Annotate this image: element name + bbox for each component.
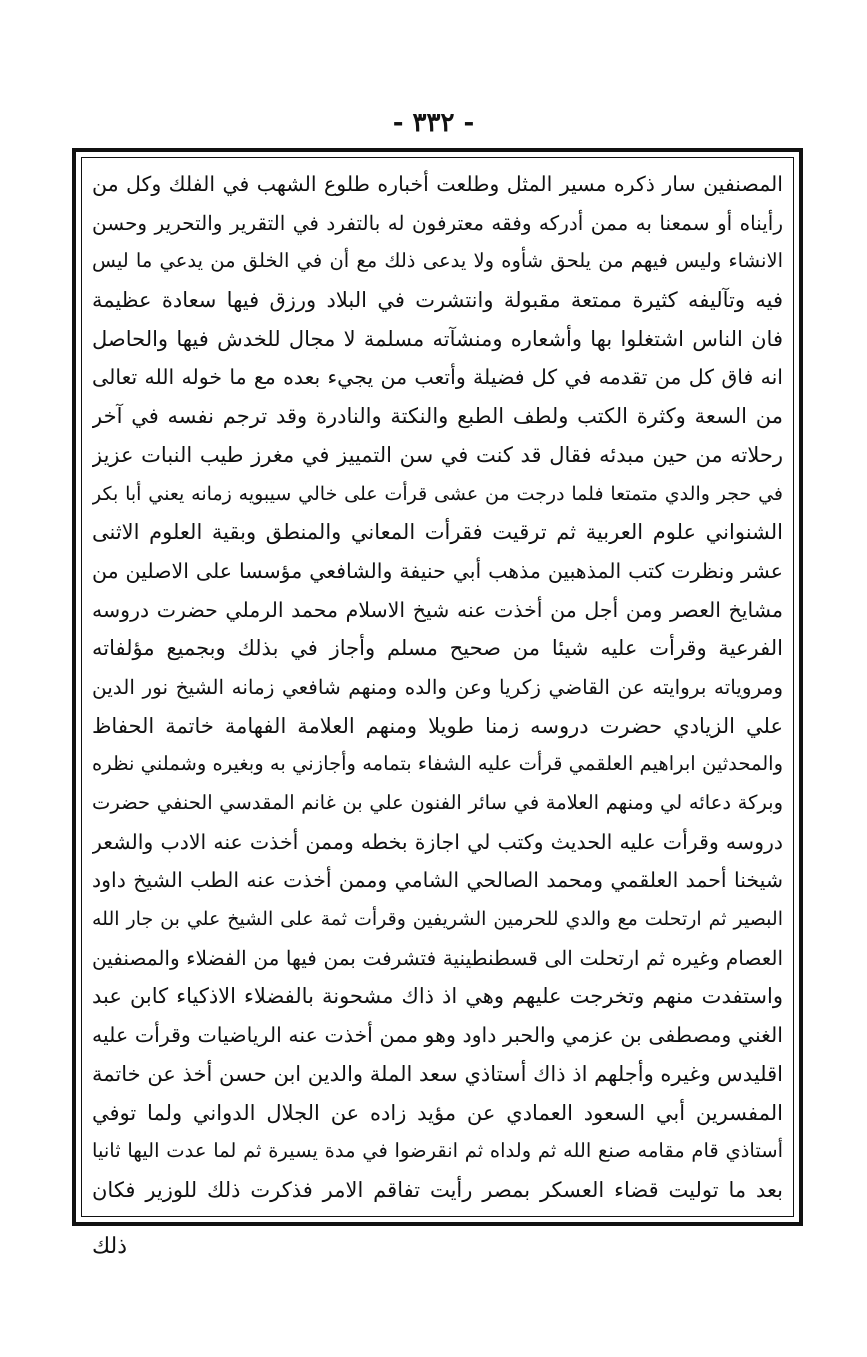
catchword: ذلك <box>92 1234 128 1259</box>
text-line: عشر ونظرت كتب المذهبين مذهب أبي حنيفة والشافعي مؤسسا على الاصلين من <box>92 558 783 583</box>
text-line: فان الناس اشتغلوا بها وأشعاره ومنشآته مسلمة لا مجال للخدش فيها والحاصل <box>92 326 783 351</box>
text-line: رحلاته من حين مبدئه فقال قد كنت في سن التمييز في مغرز طيب النبات عزيز <box>92 442 783 467</box>
text-line: الانشاء وليس فيهم من يلحق شأوه ولا يدعى ذلك مع أن في الخلق من يدعي ما ليس <box>92 249 783 273</box>
text-line: أستاذي قام مقامه صنع الله ثم ولداه ثم انقرضوا في مدة يسيرة ثم لما عدت اليها ثانيا <box>92 1139 783 1163</box>
text-line: المفسرين أبي السعود العمادي عن مؤيد زاده عن الجلال الدواني ولما توفي <box>92 1100 783 1125</box>
text-line: الغني ومصطفى بن عزمي والحبر داود وهو ممن أخذت عنه الرياضيات وقرأت عليه <box>92 1023 783 1048</box>
text-line: رأيناه أو سمعنا به ممن أدركه وفقه معترفون له بالتفرد في التقرير والتحرير وحسن <box>92 210 783 235</box>
text-line: العصام وغيره ثم ارتحلت الى قسطنطينية فتشرفت بمن فيها من الفضلاء والمصنفين <box>92 945 783 970</box>
text-line: من السعة وكثرة الكتب ولطف الطبع والنكتة والنادرة وقد ترجم نفسه في آخر <box>92 404 783 429</box>
text-frame-inner <box>81 157 794 1217</box>
text-line: علي الزيادي حضرت دروسه زمنا طويلا ومنهم العلامة الفهامة خاتمة الحفاظ <box>92 713 783 738</box>
text-line: والمحدثين ابراهيم العلقمي قرأت عليه الشفاء بتمامه وأجازني به وبغيره وشملني نظره <box>92 752 783 776</box>
text-line: في حجر والدي متمتعا فلما درجت من عشى قرأت على خالي سيبويه زمانه يعني أبا بكر <box>92 482 783 505</box>
text-line: دروسه وقرأت عليه الحديث وكتب لي اجازة بخطه وممن أخذت عنه الادب والشعر <box>92 829 783 854</box>
text-line: الفرعية وقرأت عليه شيئا من صحيح مسلم وأجاز في بذلك وبجميع مؤلفاته <box>92 636 783 661</box>
text-line: بعد ما توليت قضاء العسكر بمصر رأيت تفاقم الامر فذكرت ذلك للوزير فكان <box>92 1177 783 1202</box>
text-line: البصير ثم ارتحلت مع والدي للحرمين الشريفين وقرأت ثمة على الشيخ علي بن جار الله <box>92 908 783 931</box>
text-line: الشنواني علوم العربية ثم ترقيت فقرأت المعاني والمنطق وبقية العلوم الاثنى <box>92 520 783 545</box>
text-line: شيخنا أحمد العلقمي ومحمد الصالحي الشامي وممن أخذت عنه الطب الشيخ داود <box>92 868 783 893</box>
text-line: وبركة دعائه لي ومنهم العلامة في سائر الفنون علي بن غانم المقدسي الحنفي حضرت <box>92 791 783 814</box>
text-line: انه فاق كل من تقدمه في كل فضيلة وأتعب من يجيء بعده مع ما خوله الله تعالى <box>92 365 783 390</box>
text-line: واستفدت منهم وتخرجت عليهم وهي اذ ذاك مشحونة بالفضلاء الاذكياء كابن عبد <box>92 984 783 1009</box>
text-body <box>92 166 783 1208</box>
text-line: مشايخ العصر ومن أجل من أخذت عنه شيخ الاسلام محمد الرملي حضرت دروسه <box>92 597 783 622</box>
text-line: فيه وتآليفه كثيرة ممتعة مقبولة وانتشرت في البلاد ورزق فيها سعادة عظيمة <box>92 288 783 313</box>
text-frame <box>72 148 803 1226</box>
text-line: المصنفين سار ذكره مسير المثل وطلعت أخباره طلوع الشهب في الفلك وكل من <box>92 172 783 196</box>
text-line: اقليدس وغيره وأجلهم اذ ذاك أستاذي سعد الملة والدين ابن حسن أخذ عن خاتمة <box>92 1061 783 1086</box>
page-number: - ٣٣٢ - <box>392 108 475 138</box>
text-line: ومروياته بروايته عن القاضي زكريا وعن والده ومنهم شافعي زمانه الشيخ نور الدين <box>92 674 783 699</box>
